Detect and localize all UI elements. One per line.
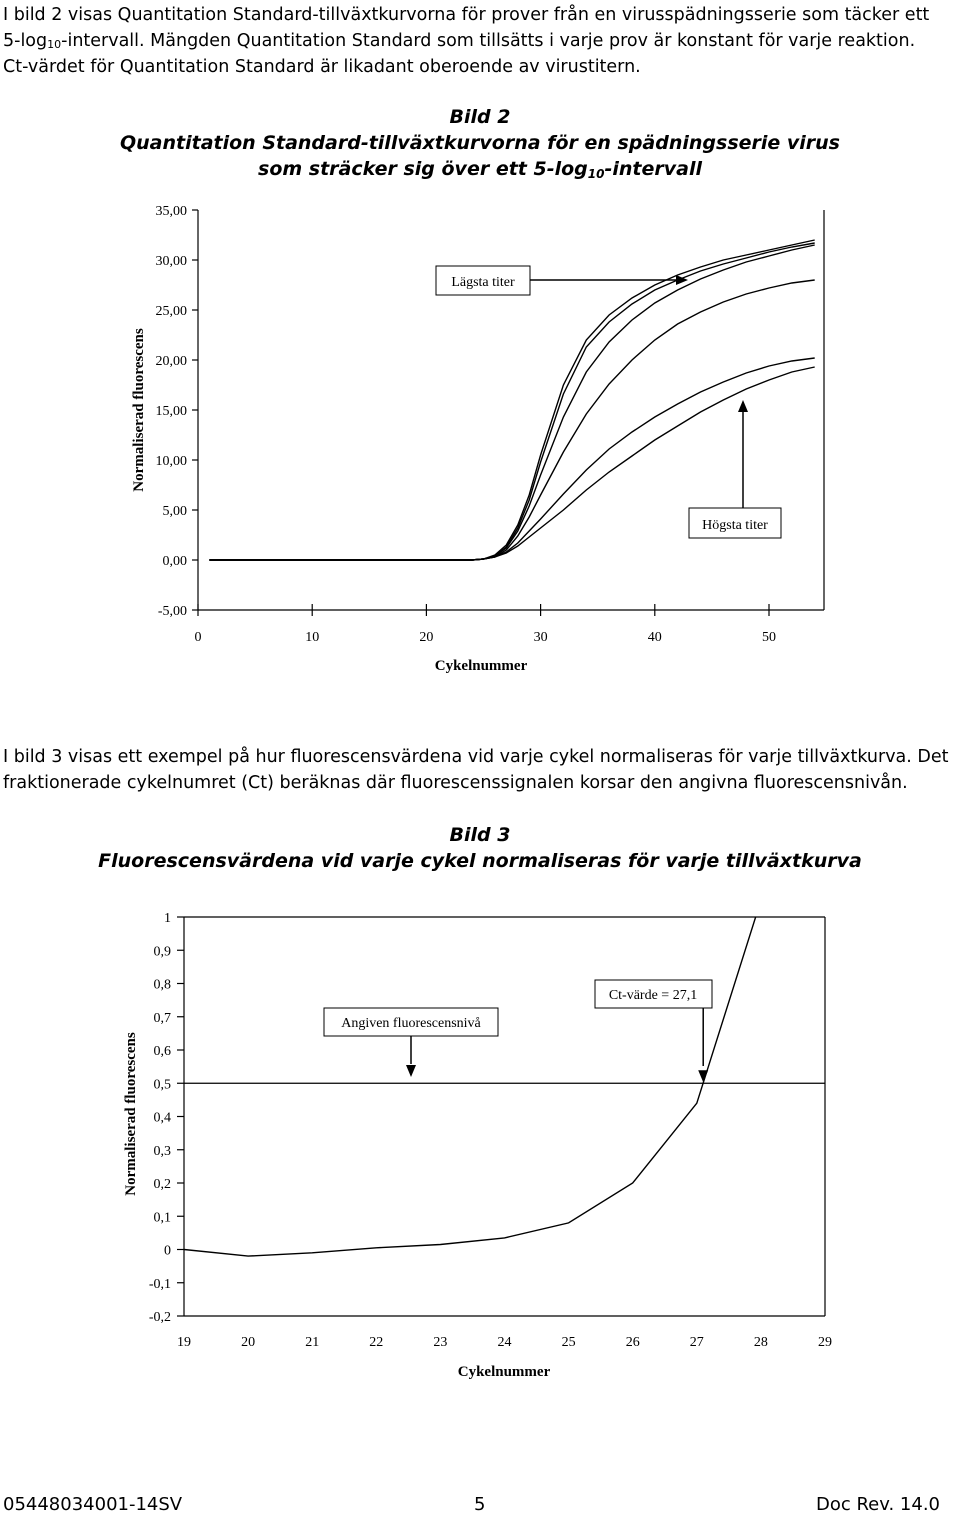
figure-2-title-line-2a: som sträcker sig över ett 5-log (258, 158, 588, 180)
intro-line-2b: -intervall. Mängden Quantitation Standard som tillsätts i varje prov är konstant för varje reaktion. (61, 31, 916, 51)
y-tick-label: 0,8 (153, 977, 171, 993)
y-tick-label: 5,00 (162, 504, 187, 519)
y-tick-label: 35,00 (155, 204, 187, 219)
y-tick-label: 20,00 (155, 354, 187, 369)
footer-page-number: 5 (474, 1494, 486, 1515)
figure-2-title (0, 130, 960, 182)
intro-line-2-sub: 10 (47, 38, 62, 51)
y-tick-label: -5,00 (157, 604, 187, 619)
middle-paragraph (3, 744, 949, 796)
x-tick-label: 10 (305, 630, 320, 645)
intro-line-2a: 5-log (3, 31, 48, 51)
x-tick-label: 30 (533, 630, 548, 645)
y-tick-label: 0,5 (153, 1077, 171, 1093)
y-tick-label: 0,1 (153, 1210, 171, 1226)
figure-3-chart (0, 900, 960, 1400)
x-tick-label: 40 (647, 630, 662, 645)
y-tick-label: -0,1 (148, 1276, 171, 1292)
footer-doc-number: 05448034001-14SV (3, 1494, 183, 1515)
annotation-lowest-titer: Lägsta titer (451, 275, 515, 290)
x-tick-label: 28 (753, 1335, 768, 1350)
x-tick-label: 20 (241, 1335, 256, 1350)
y-tick-label: 15,00 (155, 404, 187, 419)
footer-revision: Doc Rev. 14.0 (815, 1494, 940, 1515)
x-tick-label: 24 (497, 1335, 512, 1350)
normalized-curve (184, 900, 761, 1256)
y-tick-label: 30,00 (155, 254, 187, 269)
x-tick-label: 27 (689, 1335, 704, 1350)
x-tick-label: 25 (561, 1335, 576, 1350)
middle-line-1: I bild 3 visas ett exempel på hur fluorescensvärdena vid varje cykel normaliseras för varje tillväxtkurva. Det (3, 747, 949, 767)
x-tick-label: 22 (369, 1335, 384, 1350)
annotation-ct-label: Ct-värde = 27,1 (608, 988, 698, 1003)
y-tick-label: 0,3 (153, 1143, 171, 1159)
figure-2-title-sub: 10 (587, 167, 605, 181)
figure-2-label: Bild 2 (449, 106, 511, 128)
x-tick-label: 50 (762, 630, 776, 645)
figure-2-chart (0, 190, 960, 690)
intro-line-1: I bild 2 visas Quantitation Standard-tillväxtkurvorna för prover från en virusspädningsserie som täcker ett (3, 5, 930, 25)
y-tick-label: -0,2 (148, 1310, 171, 1325)
x-tick-label: 29 (818, 1335, 832, 1350)
annotation-highest-titer: Högsta titer (702, 518, 768, 533)
y-tick-label: 0,2 (153, 1177, 171, 1192)
figure-3-title: Fluorescensvärdena vid varje cykel normaliseras för varje tillväxtkurva (98, 850, 862, 872)
y-tick-label: 0,6 (153, 1044, 171, 1059)
y-tick-label: 0,9 (153, 944, 171, 960)
x-axis-title: Cykelnummer (457, 1364, 551, 1380)
intro-line-3: Ct-värdet för Quantitation Standard är likadant oberoende av virustitern. (3, 57, 641, 77)
figure-2-title-line-1: Quantitation Standard-tillväxtkurvorna för en spädningsserie virus (120, 132, 840, 154)
x-tick-label: 23 (433, 1335, 448, 1350)
figure-2-title-line-2b: -intervall (604, 158, 702, 180)
y-tick-label: 0,7 (153, 1010, 171, 1026)
x-tick-label: 20 (419, 630, 434, 645)
y-tick-label: 0 (164, 1243, 171, 1259)
x-tick-label: 19 (177, 1335, 191, 1350)
x-axis-title: Cykelnummer (434, 658, 528, 674)
y-tick-label: 10,00 (155, 454, 187, 469)
figure-3-label: Bild 3 (449, 824, 511, 846)
arrow-ct-head (698, 1070, 708, 1082)
y-axis-title: Normaliserad fluorescens (123, 1032, 139, 1196)
x-tick-label: 21 (305, 1335, 320, 1350)
arrow-highest-titer-head (738, 400, 748, 412)
y-tick-label: 0,4 (153, 1110, 171, 1126)
y-axis-title: Normaliserad fluorescens (131, 328, 147, 492)
intro-paragraph (3, 2, 929, 80)
y-tick-label: 1 (164, 911, 171, 926)
middle-line-2: fraktionerade cykelnumret (Ct) beräknas där fluorescenssignalen korsar den angivna fluorescensnivån. (3, 773, 908, 793)
y-tick-label: 0,00 (162, 554, 187, 569)
arrow-threshold-head (406, 1065, 416, 1077)
x-tick-label: 0 (194, 630, 202, 645)
annotation-threshold-label: Angiven fluorescensnivå (341, 1016, 481, 1031)
y-tick-label: 25,00 (155, 304, 187, 319)
x-tick-label: 26 (625, 1335, 640, 1350)
